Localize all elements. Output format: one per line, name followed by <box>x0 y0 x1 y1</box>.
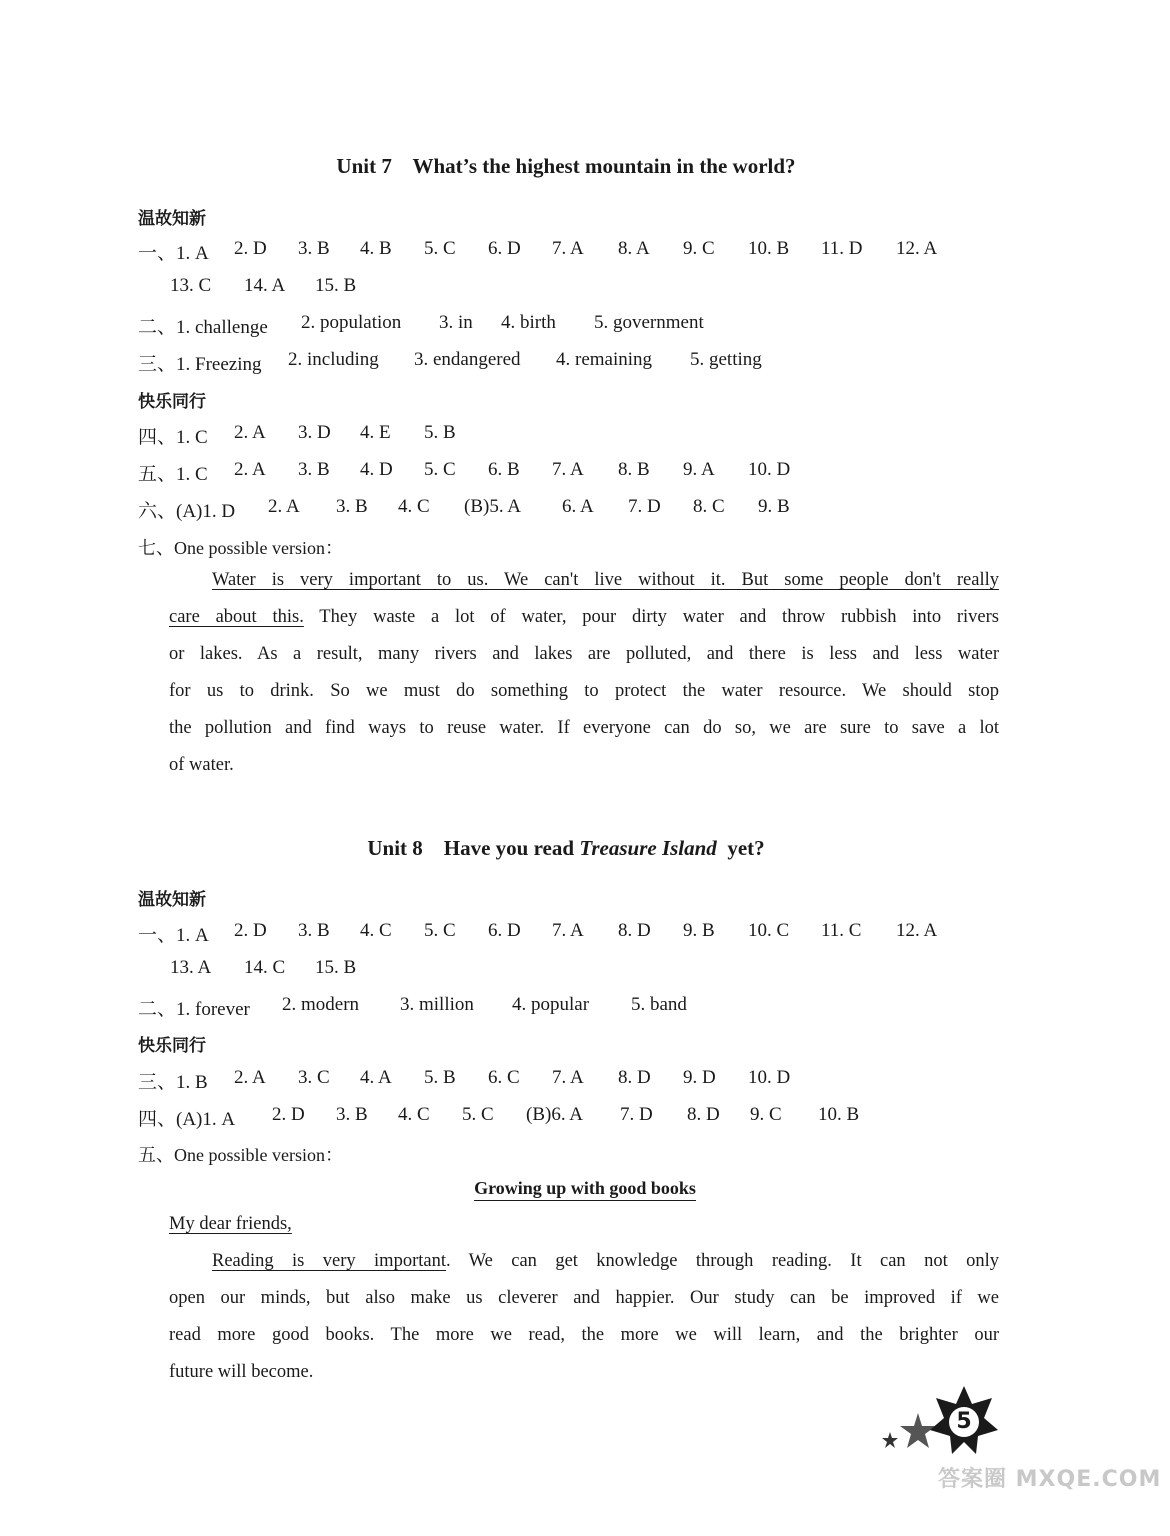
answer: 9. B <box>683 920 715 941</box>
answer: 7. A <box>552 1067 584 1088</box>
answer: 5. B <box>424 1067 456 1088</box>
answer: 8. C <box>693 496 725 517</box>
unit8-essay-line2: open our minds, but also make us cleverer and happier. Our study can be improved if we <box>169 1288 999 1308</box>
answer: 4. A <box>360 1067 392 1088</box>
unit7-essay-line5: the pollution and find ways to reuse water. If everyone can do so, we are sure to save a lot <box>169 718 999 738</box>
answer: 7. D <box>620 1104 653 1125</box>
answer: 2. A <box>268 496 300 517</box>
answer: 6. A <box>562 496 594 517</box>
answer: 8. D <box>618 920 651 941</box>
answer: 四、(A)1. A <box>138 1109 236 1130</box>
watermark: 答案圈 MXQE.COM <box>938 1467 1162 1492</box>
unit8-title-a: Unit 8 Have you read <box>367 836 580 860</box>
unit8-title <box>0 836 1132 861</box>
answer: 二、1. forever <box>138 999 250 1020</box>
answer: 2. D <box>234 920 267 941</box>
unit7-section-practice: 快乐同行 <box>138 392 206 412</box>
underlined-sentence: care about this. <box>169 607 304 627</box>
unit8-essay-line3: read more good books. The more we read, the more we will learn, and the brighter our <box>169 1325 999 1345</box>
unit8-essay-title <box>0 1178 1170 1199</box>
answer: 10. B <box>818 1104 860 1125</box>
answer: 14. C <box>244 957 286 978</box>
answer: 3. D <box>298 422 331 443</box>
answer: 5. C <box>424 459 456 480</box>
underlined-sentence: Reading is very important <box>212 1251 446 1271</box>
answer: 三、1. B <box>138 1072 208 1093</box>
answer: 11. D <box>821 238 863 259</box>
answer: 3. B <box>298 238 330 259</box>
answer: 12. A <box>896 238 938 259</box>
answer: 8. D <box>687 1104 720 1125</box>
answer: 9. C <box>750 1104 782 1125</box>
answer: 11. C <box>821 920 862 941</box>
answer: 2. D <box>272 1104 305 1125</box>
unit7-essay-line3: or lakes. As a result, many rivers and lakes are polluted, and there is less and less water <box>169 644 999 664</box>
answer: 15. B <box>315 275 357 296</box>
answer: 2. population <box>301 312 402 333</box>
answer: 一、1. A <box>138 243 209 264</box>
answer: 5. C <box>462 1104 494 1125</box>
essay-text: They waste a lot of water, pour dirty water and throw rubbish into rivers <box>303 607 999 627</box>
answer: 3. C <box>298 1067 330 1088</box>
unit8-title-book: Treasure Island <box>579 836 717 860</box>
answer: 3. B <box>336 496 368 517</box>
answer: 8. A <box>618 238 650 259</box>
answer: 3. endangered <box>414 349 521 370</box>
answer: 6. D <box>488 920 521 941</box>
answer: 2. A <box>234 422 266 443</box>
answer: 2. including <box>288 349 379 370</box>
unit8-essay-line1 <box>212 1251 999 1272</box>
answer: 8. D <box>618 1067 651 1088</box>
answer: 9. C <box>683 238 715 259</box>
answer: 5. C <box>424 920 456 941</box>
answer: 五、1. C <box>138 464 208 485</box>
unit8-section-practice: 快乐同行 <box>138 1036 206 1056</box>
unit7-section-review: 温故知新 <box>138 209 206 229</box>
unit8-essay-greeting <box>169 1214 999 1235</box>
answer: (B)6. A <box>526 1104 583 1125</box>
small-star-icon <box>880 1430 900 1450</box>
answer: 3. in <box>439 312 473 333</box>
answer: 13. A <box>170 957 212 978</box>
unit7-title: Unit 7 What’s the highest mountain in the world? <box>336 154 796 178</box>
answer: 5. getting <box>690 349 762 370</box>
answer: 5. C <box>424 238 456 259</box>
answer: 三、1. Freezing <box>138 354 262 375</box>
answer: 4. D <box>360 459 393 480</box>
underlined-sentence: Water is very important to us. We can't live without it. But some people don't really <box>212 570 999 590</box>
answer: 6. D <box>488 238 521 259</box>
answer: 15. B <box>315 957 357 978</box>
answer-label: 五、One possible version： <box>138 1145 343 1165</box>
unit7-essay-line4: for us to drink. So we must do something to protect the water resource. We should stop <box>169 681 999 701</box>
answer: (B)5. A <box>464 496 521 517</box>
answer: 2. A <box>234 459 266 480</box>
answer: 4. birth <box>501 312 556 333</box>
answer: 10. B <box>748 238 790 259</box>
essay-text: . We can get knowledge through reading. It can not only <box>445 1251 999 1271</box>
answer: 4. E <box>360 422 391 443</box>
answer: 7. A <box>552 920 584 941</box>
answer-label: 七、One possible version： <box>138 538 343 558</box>
answer: 3. B <box>298 920 330 941</box>
answer: 10. D <box>748 1067 791 1088</box>
answer: 9. D <box>683 1067 716 1088</box>
answer: 8. B <box>618 459 650 480</box>
unit7-essay-line6: of water. <box>169 755 234 775</box>
unit7-essay-line1 <box>212 570 999 591</box>
answer: 六、(A)1. D <box>138 501 236 522</box>
answer: 四、1. C <box>138 427 208 448</box>
answer: 9. B <box>758 496 790 517</box>
answer: 5. band <box>631 994 687 1015</box>
answer: 10. C <box>748 920 790 941</box>
unit8-title-c: yet? <box>716 836 765 860</box>
greeting-text: My dear friends, <box>169 1214 292 1234</box>
answer: 4. C <box>398 496 430 517</box>
essay-title-text: Growing up with good books <box>474 1178 696 1201</box>
answer: 2. D <box>234 238 267 259</box>
answer: 3. million <box>400 994 474 1015</box>
answer: 10. D <box>748 459 791 480</box>
answer: 4. popular <box>512 994 590 1015</box>
unit7-essay-line2 <box>169 607 999 628</box>
answer: 14. A <box>244 275 286 296</box>
page-number: 5 <box>956 1409 972 1434</box>
answer: 13. C <box>170 275 212 296</box>
answer: 6. B <box>488 459 520 480</box>
answer: 4. C <box>360 920 392 941</box>
unit8-section-review: 温故知新 <box>138 890 206 910</box>
answer: 二、1. challenge <box>138 317 268 338</box>
answer: 9. A <box>683 459 715 480</box>
answer: 2. modern <box>282 994 360 1015</box>
answer: 3. B <box>298 459 330 480</box>
unit8-essay-line4: future will become. <box>169 1362 314 1382</box>
answer: 一、1. A <box>138 925 209 946</box>
answer: 4. B <box>360 238 392 259</box>
answer: 2. A <box>234 1067 266 1088</box>
answer: 5. government <box>594 312 704 333</box>
answer: 4. remaining <box>556 349 653 370</box>
answer: 7. D <box>628 496 661 517</box>
answer: 3. B <box>336 1104 368 1125</box>
answer: 5. B <box>424 422 456 443</box>
answer: 12. A <box>896 920 938 941</box>
answer: 7. A <box>552 238 584 259</box>
answer: 4. C <box>398 1104 430 1125</box>
answer: 7. A <box>552 459 584 480</box>
answer: 6. C <box>488 1067 520 1088</box>
